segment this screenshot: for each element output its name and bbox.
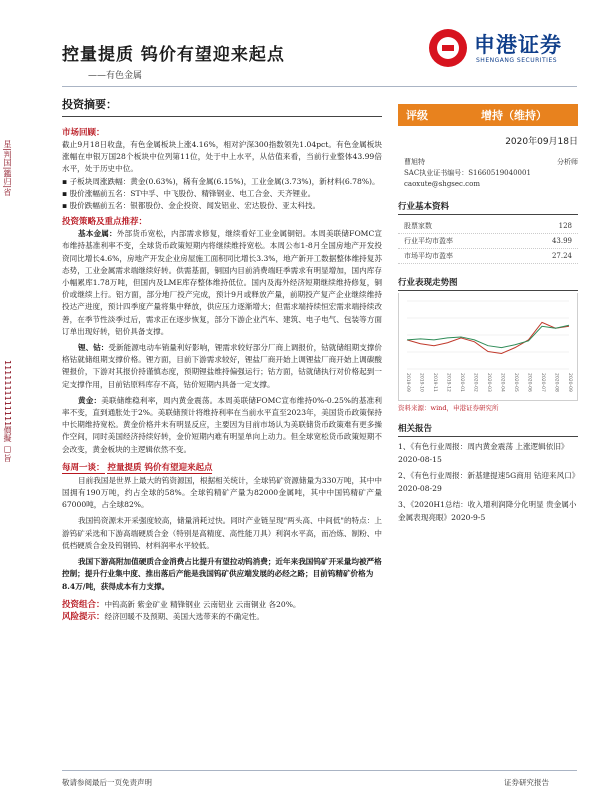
analyst-name: 曹旭特 xyxy=(404,158,425,166)
chart-x-tick-label: 2020-02 xyxy=(472,373,478,392)
chart-x-tick-label: 2019-09 xyxy=(405,373,410,392)
chart-x-tick-label: 2020-03 xyxy=(486,373,491,392)
stat-row xyxy=(398,219,578,234)
analyst-email[interactable]: caoxute@shgsec.com xyxy=(404,180,480,188)
strategy-label: 投资策略及重点推荐： xyxy=(62,217,148,228)
side-stamp-lower: 1111111111111價擬 □旨 xyxy=(3,360,12,462)
related-report-link[interactable]: 3、《2020H1总结：收入增利润降分化明显 贵金属小金属表现亮眼》2020-9-5 xyxy=(398,500,577,522)
strategy-gold-text: 美联储维稳利率，周内黄金震荡。本周美联储FOMC宣布维持0%-0.25%的基准利率不变，直到通胀处于2%。美联储预计将维持利率在当前水平直至2023年，美国货币政策保持中长期维持宽松。黄金价格并未有明显反应，主要因为目前市场认为美联储货币政策难有更多操作空间，同时美国经济持续好转，金价短期内难有明显单向上动力。但全球宽松货币政策短期不会改变，黄金板块的主逻辑依然不变。 xyxy=(62,395,382,454)
stat-value: 43.99 xyxy=(551,237,572,245)
strategy-base-metals xyxy=(62,228,382,338)
chart-source: 资料来源：wind，申港证券研究所 xyxy=(398,404,499,412)
industry-data-heading: 行业基本资料 xyxy=(398,200,578,215)
chart-heading: 行业表现走势图 xyxy=(398,276,578,291)
sidebar xyxy=(398,104,578,524)
chart-x-tick-label: 2020-04 xyxy=(499,373,505,392)
stat-label: 市场平均市盈率 xyxy=(404,252,453,260)
stat-value: 27.24 xyxy=(551,252,572,260)
logo-name-en: SHENGANG SECURITIES xyxy=(476,57,558,64)
rating-label: 评级 xyxy=(406,109,428,122)
portfolio-line xyxy=(62,599,382,611)
focus-title: 控量提质 钨价有望迎来起点 xyxy=(107,462,213,473)
analyst-sac: SAC执业证书编号：S1660519040001 xyxy=(404,169,531,177)
strategy-gold-lead: 黄金： xyxy=(78,395,102,405)
portfolio-text: 中钨高新 紫金矿业 精锋钢业 云南铝业 云南铜业 各20%。 xyxy=(104,599,301,609)
strategy-lithium-cobalt-text: 受新能源电动车销量利好影响，锂需求较好部分厂商上调报价，钴就储组期支撑价格钴就储组期支撑价格。锂方面，目前下游需求较好，锂盐厂商开始上调锂盐厂商开始上调碳酸锂报价，下游对其报价持谨慎态度，预期锂盐维持偏强运行；钴方面，钴就储执行对价格起到一定支撑作用，目前钴原料库存不高，钴价短期内具备一定支撑。 xyxy=(62,343,383,389)
chart-x-tick-label: 2019-10 xyxy=(418,373,424,392)
related-report-link[interactable]: 1、《有色行业周报：周内黄金震荡 上涨逻辑依旧》2020-08-15 xyxy=(398,442,569,464)
stat-value: 128 xyxy=(558,222,572,230)
header-divider xyxy=(62,86,577,87)
analyst-block xyxy=(398,157,578,190)
summary-heading: 投资摘要： xyxy=(62,96,382,117)
report-date: 2020年09月18日 xyxy=(505,137,578,147)
focus-para-2: 我国钨资源未开采强度较高，储量消耗过快。同时产业链呈现"两头高、中间低"的特点：上游钨矿采选和下游高端硬质合金（特别是高精度、高性能刀具）利润水平高，而冶炼、制粉、中低档硬质合金及钨钢钨、材料润率水平较低。 xyxy=(62,516,382,550)
related-reports xyxy=(398,422,578,524)
chart-x-tick-label: 2020-05 xyxy=(513,373,518,392)
risk-text: 经济回暖不及预期、美国大选带来的不确定性。 xyxy=(104,611,264,621)
footer-divider xyxy=(62,770,577,771)
related-report-link[interactable]: 2、《有色行业周报：新基建提速5G商用 钴迎来风口》2020-08-29 xyxy=(398,471,576,493)
focus-para-1: 目前我国是世界上最大的钨资源国，根据相关统计，全球钨矿资源储量为330万吨，其中中国拥有190万吨，约占全球的58%。全球钨精矿产量为82000金属吨，其中中国钨精矿产量67000吨，占全球82%。 xyxy=(62,475,382,510)
chart-x-tick-label: 2020-09 xyxy=(567,373,572,392)
page-subtitle: ——有色金属 xyxy=(88,71,143,81)
strategy-base-metals-text: 外部货币宽松，内部需求修复，继续看好工业金属铜铝。本周美联储FOMC宣布维持基准利率不变，全球货币政策短期内将继续维持宽松。本周公布1-8月全国房地产开发投资同比增长4.6%，房地产开发企业房屋施工面积同比增长3.3%，地产新开工数据整体维持复苏态势，工业金属需求端继续好转。供需基面，铜国内目前消费端旺季需求有明显增加，国内库存小幅累库1.78万吨，但国内及LME库存整体维持低位。国内及海外经济短期继续维持修复，铜价或继续上行。铝方面，部分地厂投产完成，预计9月或释放产量，前期投产复产企业继续维持投达产进度，预计四季度产量将集中释放，供应压力逐渐增大；但需求端持续恒宏需求端持续改善，在季节性淡季过后，需求正在逐步恢复，部分下游企业汽车、建筑、电子电气、包装等方面订单出现好转，铝价具备支撑。 xyxy=(62,229,383,336)
portfolio-label: 投资组合： xyxy=(62,599,105,610)
focus-para-3: 我国下游高附加值硬质合金消费占比提升有望拉动钨消费；近年来我国钨矿开采量均被严格控制；提升行业集中度、推出落后产能是我国钨矿供应端发展的必经之路；目前钨精矿价格为8.4万/吨，获得成本有力支撑。 xyxy=(62,557,382,591)
page-title: 控量提质 钨价有望迎来起点 xyxy=(62,45,285,65)
strategy-base-metals-lead: 基本金属： xyxy=(78,229,117,239)
market-review-bullet: ▪ 股价跌幅前五名：银都股份、金企投资、闻发铝业、宏达股份、亚太科技。 xyxy=(62,200,382,212)
disclaimer-note: 敬请参阅最后一页免责声明 xyxy=(62,778,152,787)
chart-x-tick-label: 2019-12 xyxy=(445,373,451,392)
chart-series-line xyxy=(407,325,569,347)
trend-chart-svg xyxy=(399,293,577,399)
market-review-bullet: ▪ 子板块周涨跌幅：黄金(0.63%)，稀有金属(6.15%)，工业金属(3.73%)，新材料(6.78%)。 xyxy=(62,176,382,188)
logo-name-cn: 申港证券 xyxy=(474,33,562,57)
report-type: 证券研究报告 xyxy=(504,778,549,787)
chart-x-tick-label: 2020-01 xyxy=(459,373,464,392)
logo-mark-icon xyxy=(429,29,467,67)
chart-x-tick-label: 2020-06 xyxy=(526,373,532,392)
rating-value: 增持（维持） xyxy=(481,109,547,122)
stat-label: 行业平均市盈率 xyxy=(404,237,453,245)
market-review-text: 截止9月18日收盘，有色金属板块上涨4.16%，相对沪深300指数领先1.04pct。有色金属板块涨幅在申银万国28个板块中位列第11位，处于中上水平，从估值来看，当前行业整体43.99倍水平，处于历史中位。 xyxy=(62,140,382,174)
related-heading: 相关报告 xyxy=(398,422,578,437)
strategy-gold xyxy=(62,395,382,456)
main-column xyxy=(62,96,382,623)
market-review-bullet: ▪ 股价涨幅前五名：ST中孚、中飞股份、精锋钢业、电工合金、天齐锂业。 xyxy=(62,188,382,200)
focus-label: 每周一谈： xyxy=(62,462,105,473)
risk-label: 风险提示： xyxy=(62,611,105,622)
analyst-role: 分析师 xyxy=(557,158,578,166)
strategy-lithium-cobalt xyxy=(62,342,382,391)
rating-bar xyxy=(398,104,578,126)
industry-chart xyxy=(398,276,578,412)
stat-row xyxy=(398,249,578,264)
stat-label: 股票家数 xyxy=(404,222,432,230)
focus-heading xyxy=(62,462,382,475)
chart-x-tick-label: 2020-08 xyxy=(553,373,559,392)
brand-logo xyxy=(429,27,579,71)
chart-x-tick-label: 2020-07 xyxy=(540,373,545,392)
market-review-label: 市场回顾： xyxy=(62,128,105,138)
chart-box xyxy=(398,293,578,401)
chart-x-tick-label: 2019-11 xyxy=(432,373,437,392)
industry-stats xyxy=(398,219,578,264)
risk-line xyxy=(62,611,382,623)
stat-row xyxy=(398,234,578,249)
side-stamp: 星|判国|鑑归|省 xyxy=(3,140,12,197)
strategy-lithium-cobalt-lead: 锂、钴： xyxy=(78,343,109,353)
